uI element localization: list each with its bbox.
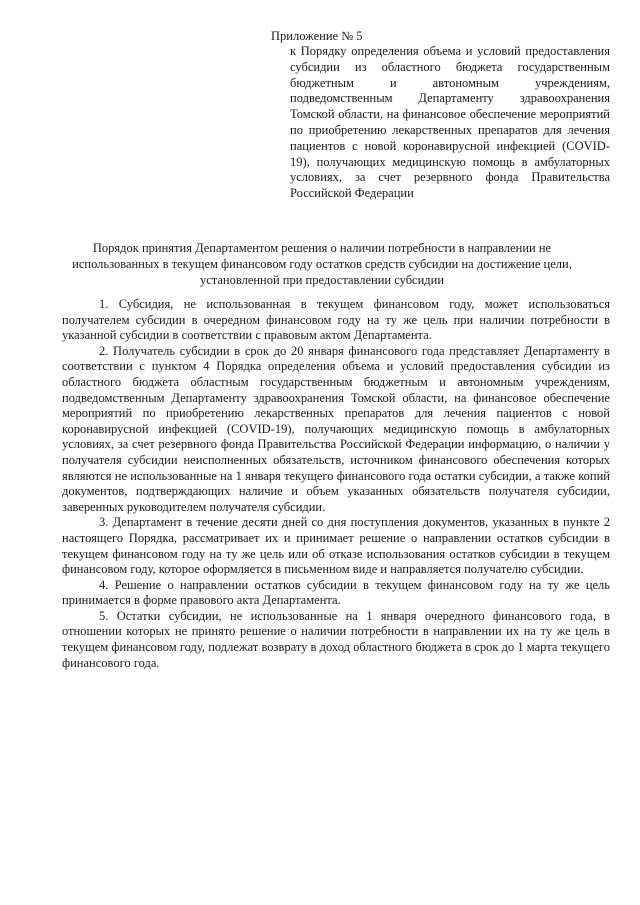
appendix-title: Приложение № 5: [271, 29, 363, 43]
paragraph-5: 5. Остатки субсидии, не использованные на 1 января очередного финансового года, в отношении которых не принято решение о наличии потребности в направлении их на ту же цель в текущем финансовом году, подлежат возврату в доход областного бюджета в срок до 1 марта текущего финансового года.: [62, 608, 610, 670]
paragraph-3: 3. Департамент в течение десяти дней со дня поступления документов, указанных в пункте 2 настоящего Порядка, рассматривает их и принимает решение о направлении остатков субсидии в текущем финансовом году на ту же цель или об отказе использования остатков субсидии в текущем финансовом году, которое оформляется в письменном виде и направляется получателю субсидии.: [62, 515, 610, 577]
document-title: Порядок принятия Департаментом решения о наличии потребности в направлении не использованных в текущем финансовом году остатков средств субсидии на достижение цели, установленной при предоставлении субсидии: [72, 241, 572, 287]
paragraph-2: 2. Получатель субсидии в срок до 20 января финансового года представляет Департаменту в соответствии с пунктом 4 Порядка определения объема и условий предоставления субсидии из областного бюджета областным государственным бюджетным и автономным учреждениям, подведомственным Департаменту здравоохранения Томской области, на финансовое обеспечение мероприятий по приобретению лекарственных препаратов для лечения пациентов с новой коронавирусной инфекцией (COVID-19), получающих медицинскую помощь в амбулаторных условиях, за счет резервного фонда Правительства Российской Федерации информацию, о наличии у получателя субсидии неисполненных обязательств, источником финансового обеспечения которых являются не использованные на 1 января текущего финансового года остатки субсидии, а также копий документов, подтверждающих наличие и объем указанных обязательств получателя субсидии, заверенных руководителем получателя субсидии.: [62, 343, 610, 514]
paragraph-1: 1. Субсидия, не использованная в текущем финансовом году, может использоваться получателем субсидии в очередном финансовом году на ту же цель при наличии потребности в указанной субсидии в соответствии с правовым актом Департамента.: [62, 297, 610, 343]
paragraph-4: 4. Решение о направлении остатков субсидии в текущем финансовом году на ту же цель принимается в форме правового акта Департамента.: [62, 577, 610, 608]
appendix-reference: к Порядку определения объема и условий предоставления субсидии из областного бюджета государственным бюджетным и автономным учреждениям, подведомственным Департаменту здравоохранения Томской области, на финансовое обеспечение мероприятий по приобретению лекарственных препаратов для лечения пациентов с новой коронавирусной инфекцией (COVID-19), получающих медицинскую помощь в амбулаторных условиях, за счет резервного фонда Правительства Российской Федерации: [290, 44, 610, 201]
document-body: [62, 297, 610, 671]
